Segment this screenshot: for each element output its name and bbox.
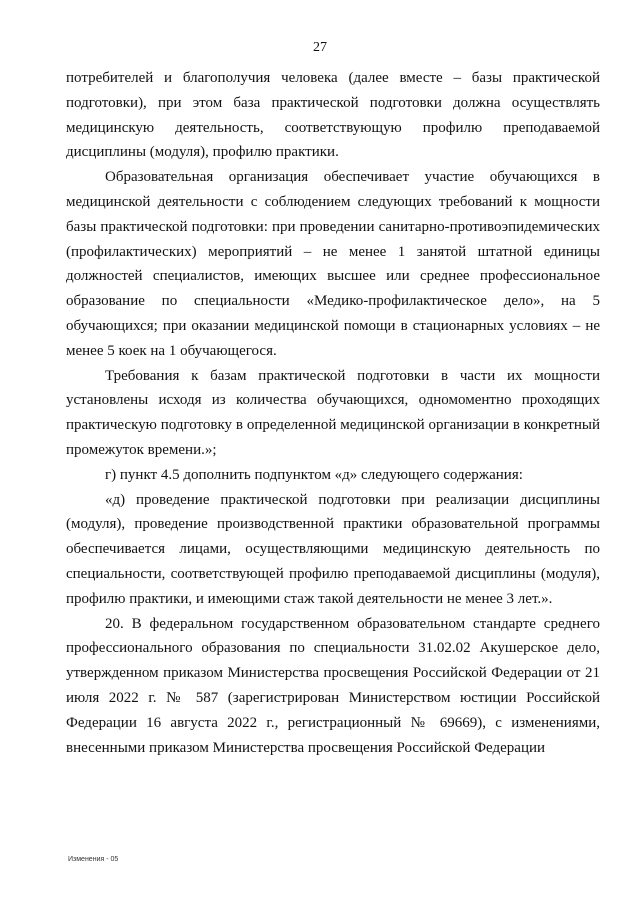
paragraph-1: потребителей и благополучия человека (далее вместе – базы практической подготовки), при этом база практической подготовки должна осуществлять медицинскую деятельность, соответствующую профилю преподаваемой дисциплины (модуля), профилю практики. xyxy=(66,70,600,161)
footer-note: Изменения - 05 xyxy=(68,856,119,863)
paragraph-6: 20. В федеральном государственном образовательном стандарте среднего профессионального образования по специальности 31.02.02 Акушерское дело, утвержденном приказом Министерства просвещения Российской Федерации от 21 июля 2022 г. № 587 (зарегистрирован Министерством юстиции Российской Федерации 16 августа 2022 г., регистрационный № 69669), с изменениями, внесенными приказом Министерства просвещения Российской Федерации xyxy=(66,615,600,756)
page-number: 27 xyxy=(313,40,327,55)
paragraph-3: Требования к базам практической подготовки в части их мощности установлены исходя из количества обучающихся, одномоментно проходящих практическую подготовку в определенной медицинской организации в конкретный промежуток времени.»; xyxy=(66,367,600,458)
paragraph-4: г) пункт 4.5 дополнить подпунктом «д» следующего содержания: xyxy=(105,466,523,483)
paragraph-2: Образовательная организация обеспечивает участие обучающихся в медицинской деятельности с соблюдением следующих требований к мощности базы практической подготовки: при проведении санитарно-противоэпидемических (профилактических) мероприятий – не менее 1 занятой штатной единицы должностей специалистов, имеющих высшее или среднее профессиональное образование по специальности «Медико-профилактическое дело», на 5 обучающихся; при оказании медицинской помощи в стационарных условиях – не менее 5 коек на 1 обучающегося. xyxy=(66,169,600,359)
document-body xyxy=(66,66,600,760)
paragraph-5: «д) проведение практической подготовки при реализации дисциплины (модуля), проведение производственной практики образовательной программы обеспечивается лицами, осуществляющими медицинскую деятельность по специальности, соответствующей профилю преподаваемой дисциплины (модуля), профилю практики, и имеющими стаж такой деятельности не менее 3 лет.». xyxy=(66,491,600,607)
